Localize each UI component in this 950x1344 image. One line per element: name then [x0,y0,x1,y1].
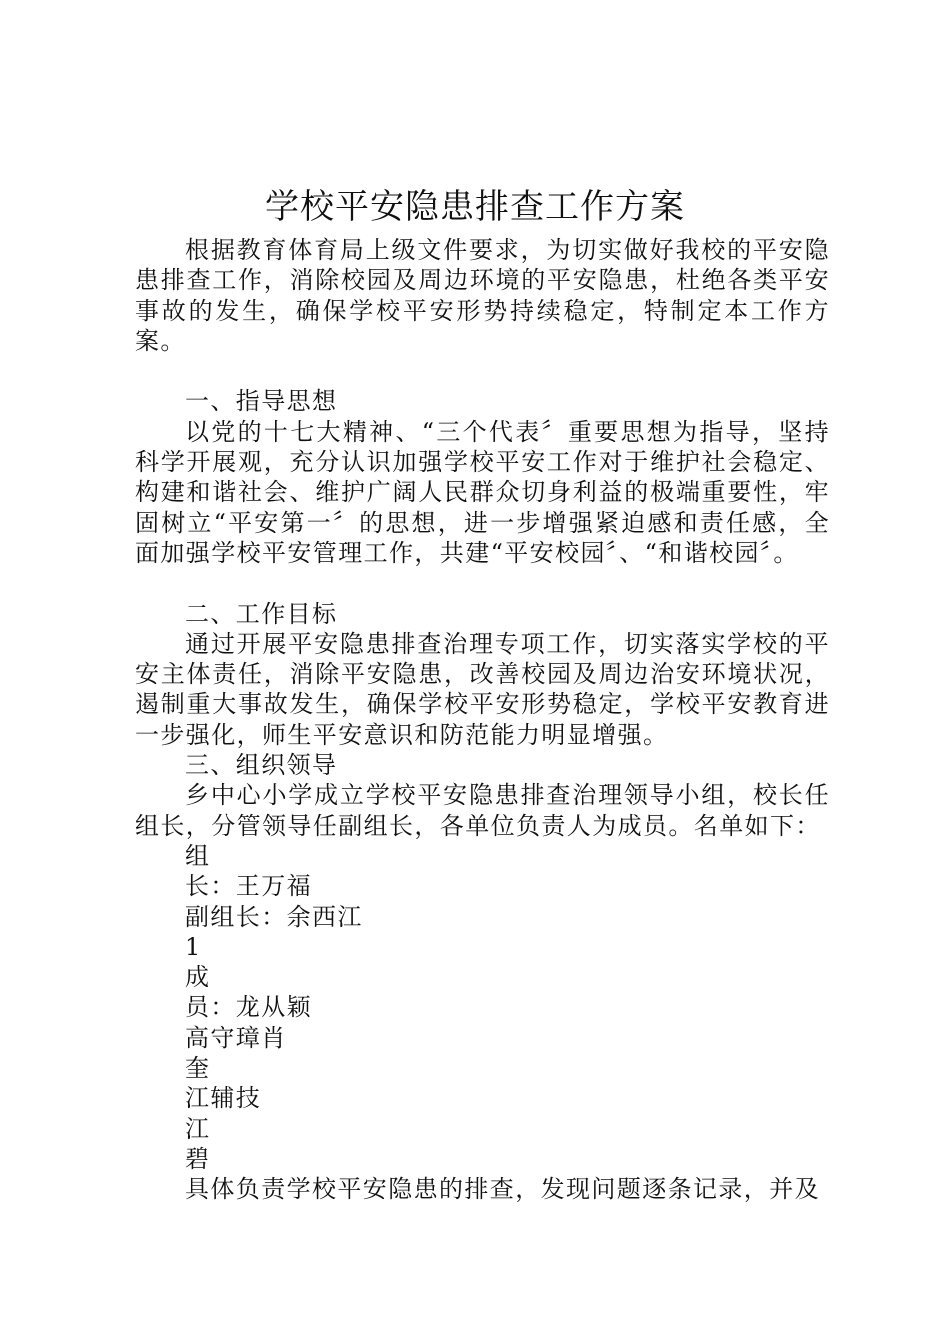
roster-line: 副组长：余西江 [185,902,363,931]
section-heading-work-goals: 二、工作目标 [185,599,338,628]
roster-line: 成 [185,963,211,992]
section-body-work-goals: 通过开展平安隐患排查治理专项工作，切实落实学校的平安主体责任，消除平安隐患，改善校园及周边治安环境状况，遏制重大事故发生，确保学校平安形势稳定，学校平安教育进一步强化，师生平安意识和防范能力明显增强。 [135,629,830,749]
roster-line: 碧 [185,1144,211,1173]
roster-line: 江辅技 [185,1084,262,1113]
paragraph-gap [135,356,830,386]
roster-line: 具体负责学校平安隐患的排查，发现问题逐条记录，并及 [185,1175,820,1204]
section-heading-organization: 三、组织领导 [185,751,338,780]
paragraph-gap [135,568,830,598]
roster-line: 组 [185,841,211,870]
intro-paragraph: 根据教育体育局上级文件要求，为切实做好我校的平安隐患排查工作，消除校园及周边环境的平安隐患，杜绝各类平安事故的发生，确保学校平安形势持续稳定，特制定本工作方案。 [135,236,830,355]
roster-line: 1 [185,932,202,961]
document-title: 学校平安隐患排查工作方案 [265,187,685,227]
roster-line: 高守璋肖 [185,1023,287,1052]
section-body-organization: 乡中心小学成立学校平安隐患排查治理领导小组，校长任组长，分管领导任副组长，各单位负责人为成员。名单如下： [135,781,830,840]
section-body-guiding-ideology: 以党的十七大精神、“三个代表〞重要思想为指导，坚持科学开展观，充分认识加强学校平安工作对于维护社会稳定、构建和谐社会、维护广阔人民群众切身利益的极端重要性，牢固树立“平安第一〞的思想，进一步增强紧迫感和责任感，全面加强学校平安管理工作，共建“平安校园〞、“和谐校园〞。 [135,417,830,567]
roster-line: 员：龙从颖 [185,993,312,1022]
roster-line: 长：王万福 [185,872,312,901]
document-body [135,235,830,1205]
roster-line: 江 [185,1114,211,1143]
section-heading-guiding-ideology: 一、指导思想 [185,387,338,416]
roster-line: 奎 [185,1054,211,1083]
